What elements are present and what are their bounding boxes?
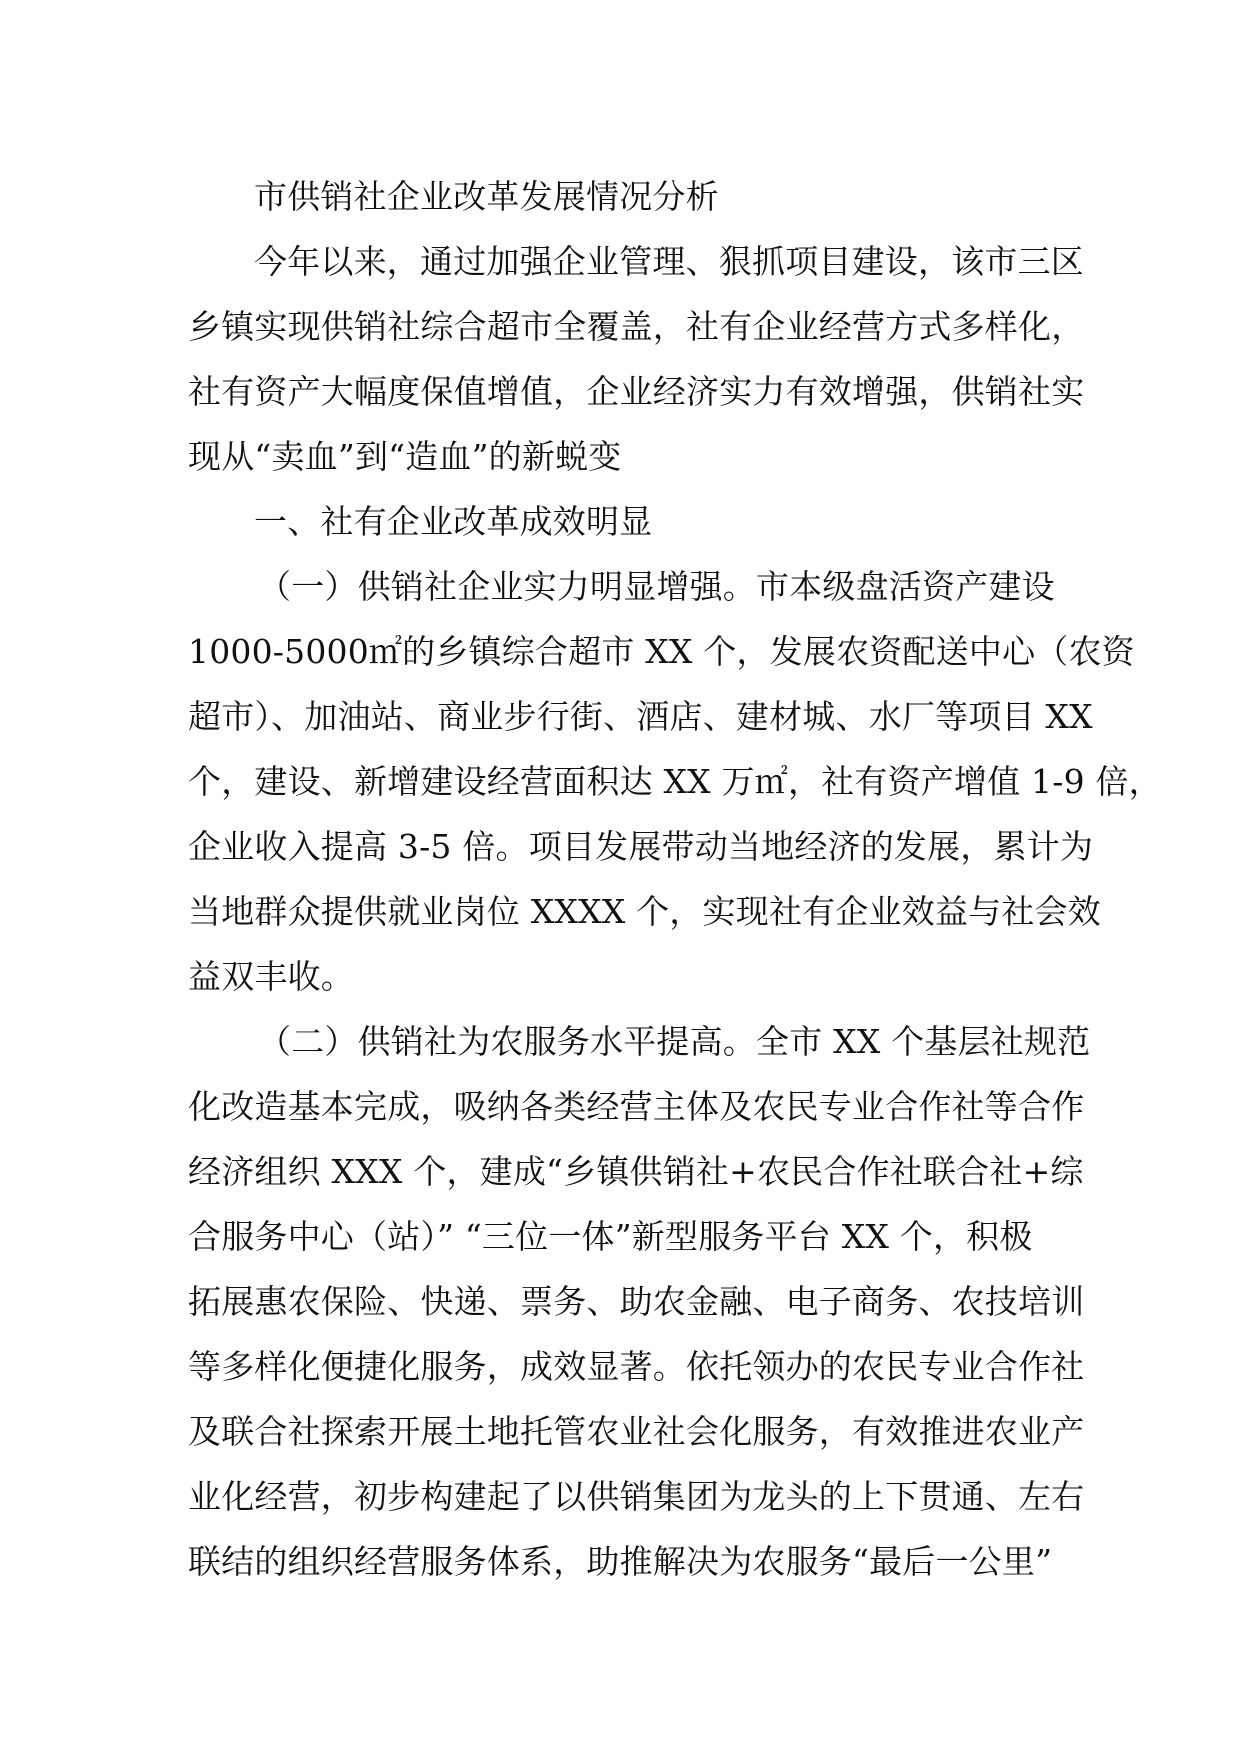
intro-paragraph-line-1: 今年以来，通过加强企业管理、狠抓项目建设，该市三区 — [254, 242, 1084, 281]
subsection-1-line-1: （一）供销社企业实力明显增强。市本级盘活资产建设 — [258, 567, 1055, 606]
subsection-2-line-6: 等多样化便捷化服务，成效显著。依托领办的农民专业合作社 — [188, 1347, 1085, 1386]
subsection-1-line-2: 1000-5000㎡的乡镇综合超市 XX 个，发展农资配送中心（农资 — [188, 632, 1135, 671]
subsection-2-line-7: 及联合社探索开展土地托管农业社会化服务，有效推进农业产 — [188, 1412, 1085, 1451]
document-title: 市供销社企业改革发展情况分析 — [254, 177, 719, 216]
section-heading-1: 一、社有企业改革成效明显 — [254, 502, 653, 541]
subsection-1-line-6: 当地群众提供就业岗位 XXXX 个，实现社有企业效益与社会效 — [188, 892, 1101, 931]
subsection-2-line-8: 业化经营，初步构建起了以供销集团为龙头的上下贯通、左右 — [188, 1477, 1085, 1516]
subsection-2-line-3: 经济组织 XXX 个，建成“乡镇供销社+农民合作社联合社+综 — [188, 1152, 1084, 1191]
intro-paragraph-line-2: 乡镇实现供销社综合超市全覆盖，社有企业经营方式多样化， — [188, 307, 1085, 346]
subsection-2-line-9: 联结的组织经营服务体系，助推解决为农服务“最后一公里” — [188, 1542, 1053, 1581]
subsection-1-line-4: 个，建设、新增建设经营面积达 XX 万㎡，社有资产增值 1-9 倍， — [188, 762, 1162, 801]
intro-paragraph-line-4: 现从“卖血”到“造血”的新蜕变 — [188, 437, 622, 476]
subsection-1-line-3: 超市）、加油站、商业步行街、酒店、建材城、水厂等项目 XX — [188, 697, 1093, 736]
subsection-2-line-5: 拓展惠农保险、快递、票务、助农金融、电子商务、农技培训 — [188, 1282, 1085, 1321]
document-body — [188, 164, 1162, 1594]
subsection-1-line-7: 益双丰收。 — [188, 957, 354, 996]
subsection-2-line-4: 合服务中心（站）” “三位一体”新型服务平台 XX 个，积极 — [188, 1217, 1033, 1256]
subsection-1-line-5: 企业收入提高 3-5 倍。项目发展带动当地经济的发展，累计为 — [188, 827, 1094, 866]
intro-paragraph-line-3: 社有资产大幅度保值增值，企业经济实力有效增强，供销社实 — [188, 372, 1085, 411]
subsection-2-line-2: 化改造基本完成，吸纳各类经营主体及农民专业合作社等合作 — [188, 1087, 1085, 1126]
subsection-2-line-1: （二）供销社为农服务水平提高。全市 XX 个基层社规范 — [258, 1022, 1091, 1061]
